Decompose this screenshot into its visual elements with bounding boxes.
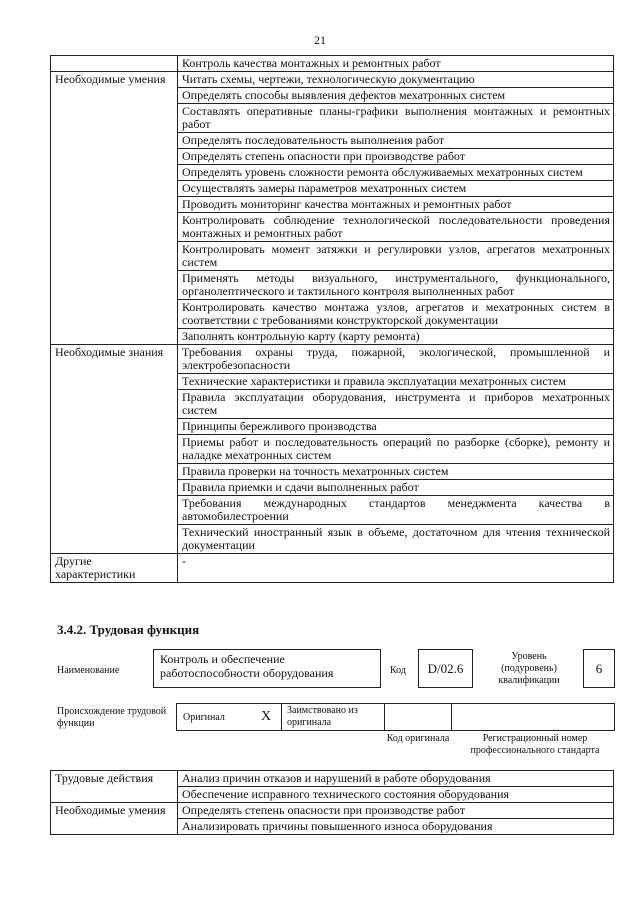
category-label: Необходимые знания — [51, 345, 178, 554]
table-row — [51, 56, 614, 72]
original-box — [176, 703, 282, 731]
requirement-text: Правила проверки на точность мехатронных систем — [178, 464, 614, 480]
requirement-text: Обеспечение исправного технического состояния оборудования — [178, 787, 614, 803]
category-label — [51, 56, 178, 72]
requirement-text: Контролировать соблюдение технологической последовательности проведения монтажных и ремонтных работ — [178, 213, 614, 242]
requirement-text: Составлять оперативные планы-графики выполнения монтажных и ремонтных работ — [178, 104, 614, 133]
requirement-text: Применять методы визуального, инструментального, функционального, органолептического и тактильного контроля выполненных работ — [178, 271, 614, 300]
table-row — [51, 771, 614, 787]
requirement-text: Определять степень опасности при производстве работ — [178, 149, 614, 165]
requirement-text: Заполнять контрольную карту (карту ремонта) — [178, 329, 614, 345]
requirement-text: Приемы работ и последовательность операций по разборке (сборке), ремонту и наладке мехатронных систем — [178, 435, 614, 464]
name-label: Наименование — [57, 665, 120, 676]
code-caption: Код оригинала — [386, 733, 450, 744]
requirement-text: - — [178, 554, 614, 583]
requirement-text: Анализировать причины повышенного износа оборудования — [178, 819, 614, 835]
requirement-text: Принципы бережливого производства — [178, 419, 614, 435]
requirement-text: Контроль качества монтажных и ремонтных работ — [178, 56, 614, 72]
category-label: Необходимые умения — [51, 72, 178, 345]
requirement-text: Контролировать качество монтажа узлов, агрегатов и мехатронных систем в соответствии с требованиями конструкторской документации — [178, 300, 614, 329]
requirement-text: Правила приемки и сдачи выполненных работ — [178, 480, 614, 496]
borrowed-box — [281, 703, 385, 731]
original-code-box — [384, 703, 452, 731]
level-box — [583, 649, 615, 688]
requirement-text: Анализ причин отказов и нарушений в работе оборудования — [178, 771, 614, 787]
table-row — [51, 72, 614, 88]
original-label: Оригинал — [183, 712, 225, 723]
category-label: Необходимые умения — [51, 803, 178, 835]
registration-number-box — [451, 703, 615, 731]
requirement-text: Проводить мониторинг качества монтажных и ремонтных работ — [178, 197, 614, 213]
requirement-text: Определять способы выявления дефектов мехатронных систем — [178, 88, 614, 104]
level-value: 6 — [595, 661, 603, 676]
requirement-text: Технические характеристики и правила эксплуатации мехатронных систем — [178, 374, 614, 390]
requirement-text: Технический иностранный язык в объеме, достаточном для чтения технической документации — [178, 525, 614, 554]
requirements-table — [50, 55, 614, 583]
table-row — [51, 345, 614, 374]
function-name-box — [153, 649, 381, 688]
requirement-text: Определять последовательность выполнения работ — [178, 133, 614, 149]
category-label: Другие характеристики — [51, 554, 178, 583]
section-title: 3.4.2. Трудовая функция — [57, 622, 200, 637]
actions-table — [50, 770, 614, 835]
table-row — [51, 554, 614, 583]
original-mark: X — [261, 709, 272, 724]
level-label: Уровень (подуровень) квалификации — [498, 651, 560, 686]
function-name-value: Контроль и обеспечение работоспособности оборудования — [160, 652, 334, 680]
requirement-text: Определять степень опасности при производстве работ — [178, 803, 614, 819]
code-value: D/02.6 — [427, 661, 464, 676]
origin-label: Происхождение трудовой функции — [57, 706, 167, 729]
registration-caption: Регистрационный номер профессионального стандарта — [470, 733, 600, 756]
requirement-text: Осуществлять замеры параметров мехатронных систем — [178, 181, 614, 197]
borrowed-label: Заимствовано из оригинала — [287, 705, 358, 728]
category-label: Трудовые действия — [51, 771, 178, 803]
requirement-text: Требования международных стандартов менеджмента качества в автомобилестроении — [178, 496, 614, 525]
code-label: Код — [390, 665, 406, 676]
requirement-text: Читать схемы, чертежи, технологическую документацию — [178, 72, 614, 88]
requirement-text: Контролировать момент затяжки и регулировки узлов, агрегатов мехатронных систем — [178, 242, 614, 271]
code-box — [418, 649, 473, 688]
page-number: 21 — [314, 33, 326, 47]
requirement-text: Требования охраны труда, пожарной, экологической, промышленной и электробезопасности — [178, 345, 614, 374]
requirement-text: Определять уровень сложности ремонта обслуживаемых мехатронных систем — [178, 165, 614, 181]
requirement-text: Правила эксплуатации оборудования, инструмента и приборов мехатронных систем — [178, 390, 614, 419]
table-row — [51, 803, 614, 819]
